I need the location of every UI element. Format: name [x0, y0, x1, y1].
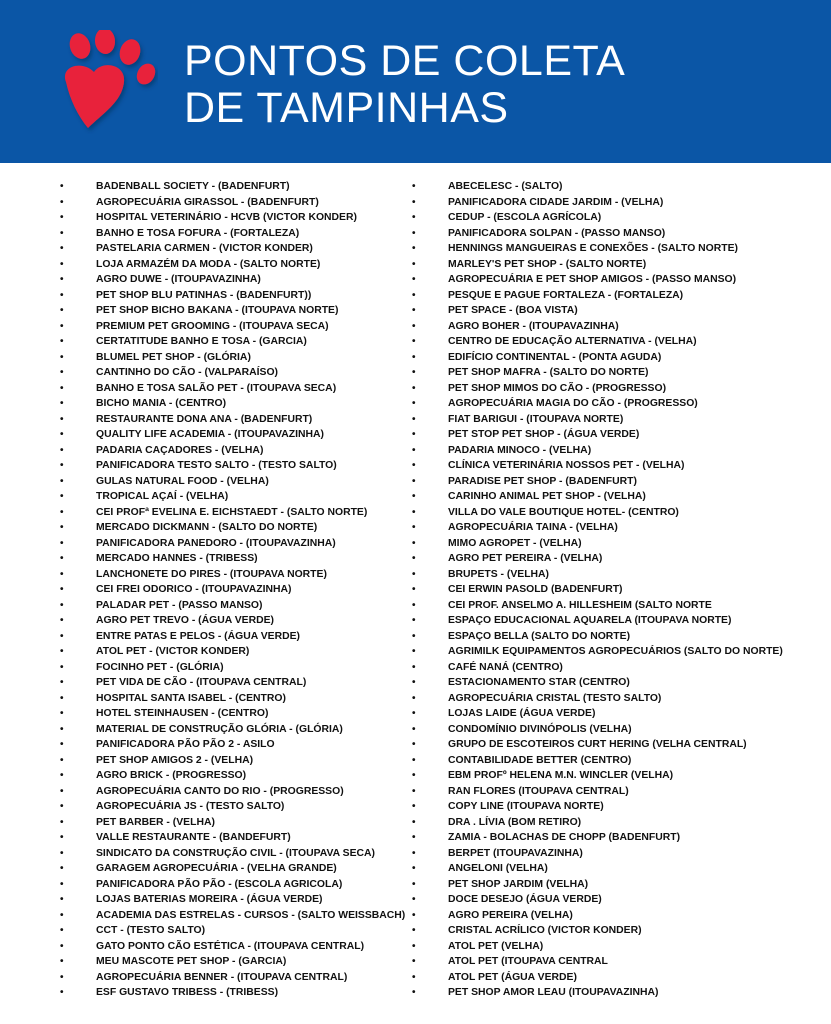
list-item: • AGROPECUÁRIA GIRASSOL - (BADENFURT) [58, 195, 403, 211]
list-item: • ESPAÇO BELLA (SALTO DO NORTE) [410, 629, 825, 645]
list-item: • DRA . LÍVIA (BOM RETIRO) [410, 815, 825, 831]
list-item: • AGRIMILK EQUIPAMENTOS AGROPECUÁRIOS (SALTO DO NORTE) [410, 644, 825, 660]
list-item: • AGROPECUÁRIA BENNER - (ITOUPAVA CENTRAL) [58, 970, 403, 986]
list-item: • PET SHOP BICHO BAKANA - (ITOUPAVA NORTE) [58, 303, 403, 319]
list-item: • RESTAURANTE DONA ANA - (BADENFURT) [58, 412, 403, 428]
list-item: • ENTRE PATAS E PELOS - (ÁGUA VERDE) [58, 629, 403, 645]
list-item: • BERPET (ITOUPAVAZINHA) [410, 846, 825, 862]
list-item: • MATERIAL DE CONSTRUÇÃO GLÓRIA - (GLÓRIA) [58, 722, 403, 738]
list-item: • AGRO DUWE - (ITOUPAVAZINHA) [58, 272, 403, 288]
list-item: • FIAT BARIGUI - (ITOUPAVA NORTE) [410, 412, 825, 428]
list-item: • EDIFÍCIO CONTINENTAL - (PONTA AGUDA) [410, 350, 825, 366]
list-item: • GULAS NATURAL FOOD - (VELHA) [58, 474, 403, 490]
list-item: • AGROPECUÁRIA MAGIA DO CÃO - (PROGRESSO) [410, 396, 825, 412]
list-item: • FOCINHO PET - (GLÓRIA) [58, 660, 403, 676]
list-item: • ZAMIA - BOLACHAS DE CHOPP (BADENFURT) [410, 830, 825, 846]
list-item: • CAFÉ NANÁ (CENTRO) [410, 660, 825, 676]
list-item: • TROPICAL AÇAÍ - (VELHA) [58, 489, 403, 505]
list-item: • EBM PROFº HELENA M.N. WINCLER (VELHA) [410, 768, 825, 784]
list-item: • PANIFICADORA PÃO PÃO - (ESCOLA AGRICOLA) [58, 877, 403, 893]
list-item: • ESTACIONAMENTO STAR (CENTRO) [410, 675, 825, 691]
heart-paw-icon [58, 30, 158, 134]
title-line-1: PONTOS DE COLETA [184, 37, 626, 85]
list-item: • CENTRO DE EDUCAÇÃO ALTERNATIVA - (VELHA) [410, 334, 825, 350]
collection-points-list-left [58, 179, 406, 1001]
page-title [184, 38, 625, 132]
list-item: • PET SHOP AMIGOS 2 - (VELHA) [58, 753, 403, 769]
list-item: • MERCADO HANNES - (TRIBESS) [58, 551, 403, 567]
title-line-2: DE TAMPINHAS [184, 84, 509, 132]
list-item: • ATOL PET (VELHA) [410, 939, 825, 955]
list-item: • RAN FLORES (ITOUPAVA CENTRAL) [410, 784, 825, 800]
list-item: • AGRO BRICK - (PROGRESSO) [58, 768, 403, 784]
list-item: • BANHO E TOSA FOFURA - (FORTALEZA) [58, 226, 403, 242]
list-item: • ATOL PET (ÁGUA VERDE) [410, 970, 825, 986]
list-item: • PET SHOP MIMOS DO CÃO - (PROGRESSO) [410, 381, 825, 397]
list-item: • CONTABILIDADE BETTER (CENTRO) [410, 753, 825, 769]
list-item: • MARLEY'S PET SHOP - (SALTO NORTE) [410, 257, 825, 273]
list-item: • CANTINHO DO CÃO - (VALPARAÍSO) [58, 365, 403, 381]
list-item: • ATOL PET (ITOUPAVA CENTRAL [410, 954, 825, 970]
list-item: • PET SHOP BLU PATINHAS - (BADENFURT)) [58, 288, 403, 304]
list-item: • ESF GUSTAVO TRIBESS - (TRIBESS) [58, 985, 403, 1001]
list-item: • QUALITY LIFE ACADEMIA - (ITOUPAVAZINHA) [58, 427, 403, 443]
list-item: • HENNINGS MANGUEIRAS E CONEXÕES - (SALTO NORTE) [410, 241, 825, 257]
list-item: • HOSPITAL VETERINÁRIO - HCVB (VICTOR KONDER) [58, 210, 403, 226]
list-item: • AGROPECUÁRIA JS - (TESTO SALTO) [58, 799, 403, 815]
list-item: • LOJA ARMAZÉM DA MODA - (SALTO NORTE) [58, 257, 403, 273]
list-item: • CARINHO ANIMAL PET SHOP - (VELHA) [410, 489, 825, 505]
list-item: • MERCADO DICKMANN - (SALTO DO NORTE) [58, 520, 403, 536]
collection-points-list-right [410, 179, 825, 1001]
list-item: • LOJAS LAIDE (ÁGUA VERDE) [410, 706, 825, 722]
list-item: • MIMO AGROPET - (VELHA) [410, 536, 825, 552]
list-item: • HOTEL STEINHAUSEN - (CENTRO) [58, 706, 403, 722]
list-item: • PANIFICADORA TESTO SALTO - (TESTO SALTO) [58, 458, 403, 474]
list-item: • PET SPACE - (BOA VISTA) [410, 303, 825, 319]
header-banner [0, 0, 831, 163]
list-item: • BRUPETS - (VELHA) [410, 567, 825, 583]
list-item: • LOJAS BATERIAS MOREIRA - (ÁGUA VERDE) [58, 892, 403, 908]
list-item: • AGRO PET TREVO - (ÁGUA VERDE) [58, 613, 403, 629]
list-item: • PET BARBER - (VELHA) [58, 815, 403, 831]
list-item: • PREMIUM PET GROOMING - (ITOUPAVA SECA) [58, 319, 403, 335]
list-item: • VALLE RESTAURANTE - (BANDEFURT) [58, 830, 403, 846]
list-item: • DOCE DESEJO (ÁGUA VERDE) [410, 892, 825, 908]
list-item: • BICHO MANIA - (CENTRO) [58, 396, 403, 412]
list-item: • ESPAÇO EDUCACIONAL AQUARELA (ITOUPAVA NORTE) [410, 613, 825, 629]
list-item: • CEDUP - (ESCOLA AGRÍCOLA) [410, 210, 825, 226]
list-item: • ATOL PET - (VICTOR KONDER) [58, 644, 403, 660]
list-item: • PET STOP PET SHOP - (ÁGUA VERDE) [410, 427, 825, 443]
list-item: • PANIFICADORA PÃO PÃO 2 - ASILO [58, 737, 403, 753]
list-item: • CEI PROF. ANSELMO A. HILLESHEIM (SALTO NORTE [410, 598, 825, 614]
list-item: • CONDOMÍNIO DIVINÓPOLIS (VELHA) [410, 722, 825, 738]
list-item: • GATO PONTO CÃO ESTÉTICA - (ITOUPAVA CENTRAL) [58, 939, 403, 955]
list-item: • LANCHONETE DO PIRES - (ITOUPAVA NORTE) [58, 567, 403, 583]
list-item: • PET SHOP JARDIM (VELHA) [410, 877, 825, 893]
list-item: • VILLA DO VALE BOUTIQUE HOTEL- (CENTRO) [410, 505, 825, 521]
list-item: • ABECELESC - (SALTO) [410, 179, 825, 195]
list-item: • GARAGEM AGROPECUÁRIA - (VELHA GRANDE) [58, 861, 403, 877]
list-item: • PANIFICADORA CIDADE JARDIM - (VELHA) [410, 195, 825, 211]
list-item: • CEI ERWIN PASOLD (BADENFURT) [410, 582, 825, 598]
list-item: • CEI PROFª EVELINA E. EICHSTAEDT - (SALTO NORTE) [58, 505, 403, 521]
list-item: • PET SHOP AMOR LEAU (ITOUPAVAZINHA) [410, 985, 825, 1001]
list-item: • BANHO E TOSA SALÃO PET - (ITOUPAVA SECA) [58, 381, 403, 397]
list-item: • PALADAR PET - (PASSO MANSO) [58, 598, 403, 614]
list-item: • PASTELARIA CARMEN - (VICTOR KONDER) [58, 241, 403, 257]
list-item: • PET VIDA DE CÃO - (ITOUPAVA CENTRAL) [58, 675, 403, 691]
list-item: • MEU MASCOTE PET SHOP - (GARCIA) [58, 954, 403, 970]
list-item: • AGROPECUÁRIA CRISTAL (TESTO SALTO) [410, 691, 825, 707]
list-item: • AGRO PEREIRA (VELHA) [410, 908, 825, 924]
list-item: • CLÍNICA VETERINÁRIA NOSSOS PET - (VELHA) [410, 458, 825, 474]
list-item: • PESQUE E PAGUE FORTALEZA - (FORTALEZA) [410, 288, 825, 304]
list-item: • PARADISE PET SHOP - (BADENFURT) [410, 474, 825, 490]
list-item: • PADARIA MINOCO - (VELHA) [410, 443, 825, 459]
list-item: • CCT - (TESTO SALTO) [58, 923, 403, 939]
list-item: • CRISTAL ACRÍLICO (VICTOR KONDER) [410, 923, 825, 939]
list-item: • CERTATITUDE BANHO E TOSA - (GARCIA) [58, 334, 403, 350]
list-item: • BADENBALL SOCIETY - (BADENFURT) [58, 179, 403, 195]
list-item: • AGROPECUÁRIA CANTO DO RIO - (PROGRESSO) [58, 784, 403, 800]
list-item: • AGROPECUÁRIA E PET SHOP AMIGOS - (PASSO MANSO) [410, 272, 825, 288]
list-item: • PET SHOP MAFRA - (SALTO DO NORTE) [410, 365, 825, 381]
list-item: • ACADEMIA DAS ESTRELAS - CURSOS - (SALTO WEISSBACH) [58, 908, 403, 924]
list-item: • SINDICATO DA CONSTRUÇÃO CIVIL - (ITOUPAVA SECA) [58, 846, 403, 862]
list-item: • CEI FREI ODORICO - (ITOUPAVAZINHA) [58, 582, 403, 598]
list-item: • AGRO PET PEREIRA - (VELHA) [410, 551, 825, 567]
list-item: • COPY LINE (ITOUPAVA NORTE) [410, 799, 825, 815]
list-item: • BLUMEL PET SHOP - (GLÓRIA) [58, 350, 403, 366]
list-item: • PADARIA CAÇADORES - (VELHA) [58, 443, 403, 459]
list-item: • ANGELONI (VELHA) [410, 861, 825, 877]
list-item: • PANIFICADORA SOLPAN - (PASSO MANSO) [410, 226, 825, 242]
list-item: • AGRO BOHER - (ITOUPAVAZINHA) [410, 319, 825, 335]
list-item: • HOSPITAL SANTA ISABEL - (CENTRO) [58, 691, 403, 707]
list-item: • AGROPECUÁRIA TAINA - (VELHA) [410, 520, 825, 536]
list-item: • GRUPO DE ESCOTEIROS CURT HERING (VELHA CENTRAL) [410, 737, 825, 753]
list-item: • PANIFICADORA PANEDORO - (ITOUPAVAZINHA) [58, 536, 403, 552]
